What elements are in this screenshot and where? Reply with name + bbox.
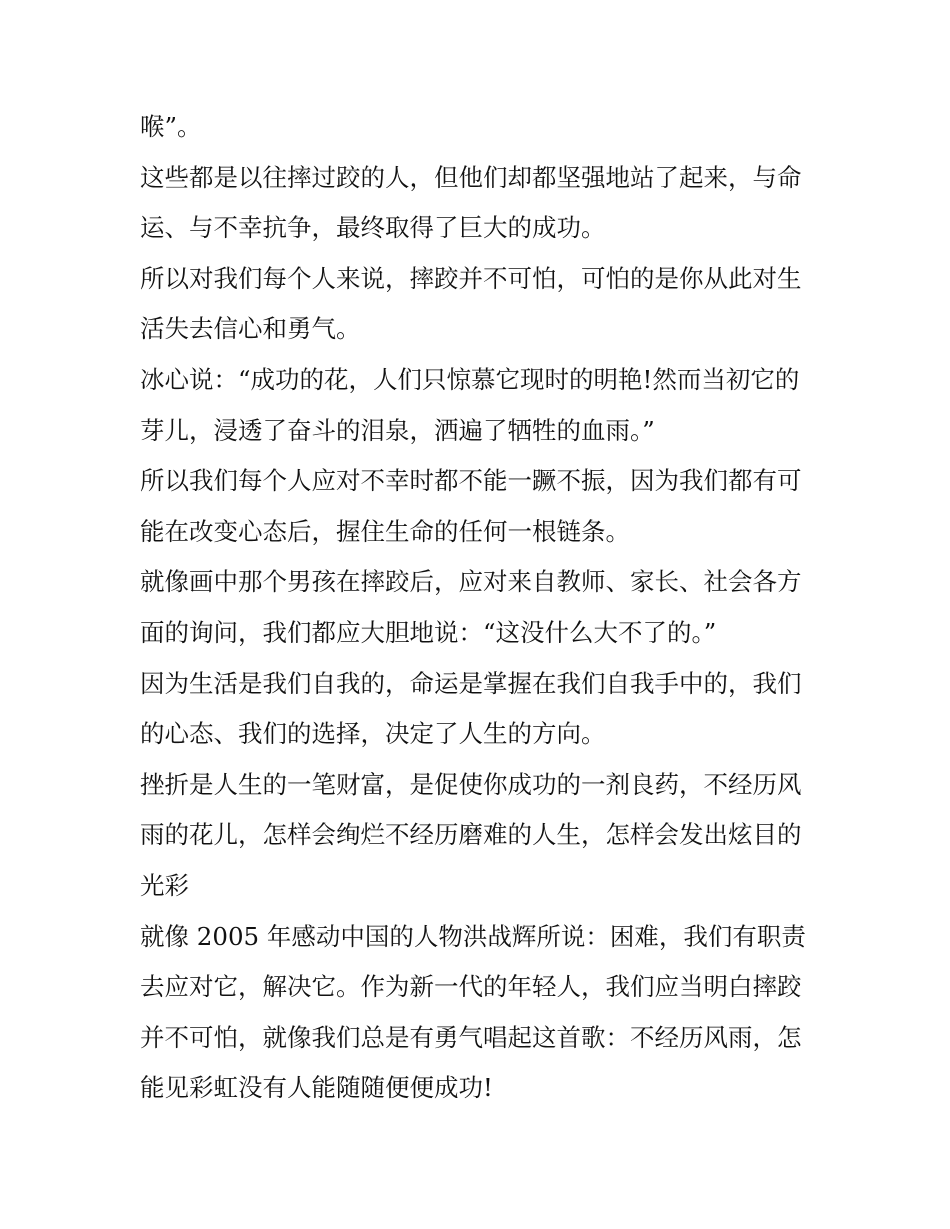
text-line: 挫折是人生的一笔财富，是促使你成功的一剂良药，不经历风 [140, 769, 802, 799]
text-line: 光彩 [140, 870, 189, 900]
text-line: 雨的花儿，怎样会绚烂不经历磨难的人生，怎样会发出炫目的 [140, 820, 802, 850]
text-line: 能在改变心态后，握住生命的任何一根链条。 [140, 516, 630, 546]
text-line: 所以我们每个人应对不幸时都不能一蹶不振，因为我们都有可 [140, 466, 802, 496]
text-line: 这些都是以往摔过跤的人，但他们却都坚强地站了起来，与命 [140, 162, 802, 192]
text-line: 就像 2005 年感动中国的人物洪战辉所说：困难，我们有职责 [140, 921, 806, 951]
text-line: 去应对它，解决它。作为新一代的年轻人，我们应当明白摔跤 [140, 972, 802, 1002]
text-line: 就像画中那个男孩在摔跤后，应对来自教师、家长、社会各方 [140, 567, 802, 597]
text-line: 所以对我们每个人来说，摔跤并不可怕，可怕的是你从此对生 [140, 263, 802, 293]
text-line: 冰心说：“成功的花，人们只惊慕它现时的明艳!然而当初它的 [140, 364, 800, 394]
text-line: 芽儿，浸透了奋斗的泪泉，洒遍了牺牲的血雨。” [140, 415, 655, 445]
text-line: 活失去信心和勇气。 [140, 314, 361, 344]
text-line: 喉”。 [140, 112, 202, 141]
text-line: 因为生活是我们自我的，命运是掌握在我们自我手中的，我们 [140, 668, 802, 698]
text-line: 能见彩虹没有人能随随便便成功! [140, 1073, 493, 1103]
text-line: 运、与不幸抗争，最终取得了巨大的成功。 [140, 213, 606, 243]
text-line: 并不可怕，就像我们总是有勇气唱起这首歌：不经历风雨，怎 [140, 1022, 802, 1052]
text-line: 面的询问，我们都应大胆地说：“这没什么大不了的。” [140, 617, 717, 647]
text-line: 的心态、我们的选择，决定了人生的方向。 [140, 719, 606, 749]
document-body [140, 102, 820, 1114]
